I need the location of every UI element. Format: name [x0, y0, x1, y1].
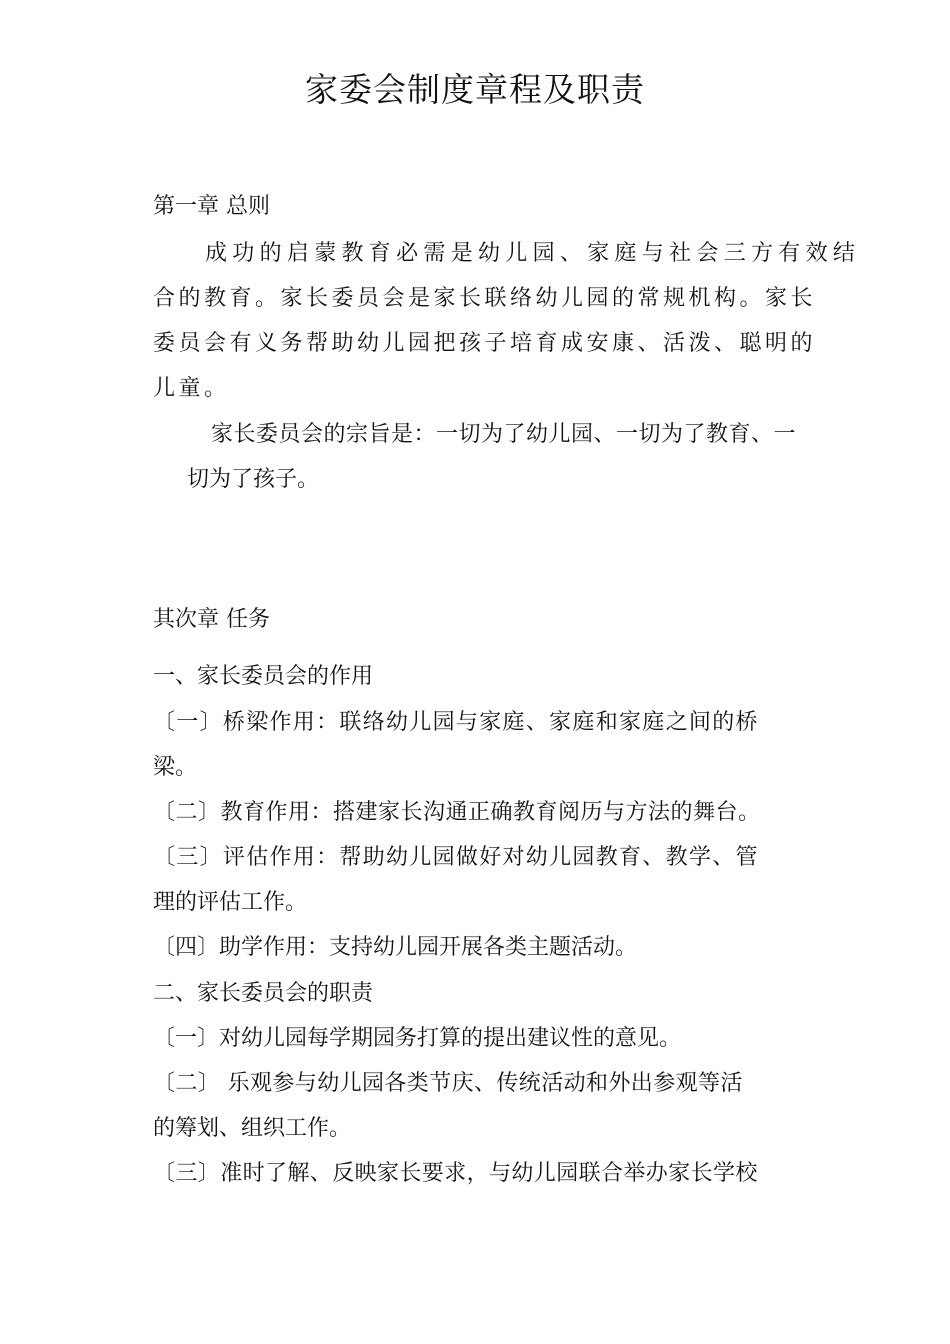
section-1-heading: 一、家长委员会的作用 — [153, 664, 374, 689]
chapter-1-heading: 第一章 总则 — [153, 194, 270, 219]
section-1-item-4: 〔四〕助学作用：支持幼儿园开展各类主题活动。 — [153, 935, 638, 960]
section-1-item-3-line-2: 理的评估工作。 — [153, 890, 308, 915]
chapter-1-para-2-line-2: 切为了孩子。 — [187, 467, 320, 492]
chapter-2-heading: 其次章 任务 — [153, 607, 270, 632]
page-title: 家委会制度章程及职责 — [305, 70, 645, 109]
section-1-item-2: 〔二〕教育作用：搭建家长沟通正确教育阅历与方法的舞台。 — [153, 800, 761, 825]
chapter-1-para-1-line-1: 成功的启蒙教育必需是幼儿园、家庭与社会三方有效结 — [205, 241, 861, 266]
chapter-1-para-1-line-3: 委员会有义务帮助幼儿园把孩子培育成安康、活泼、聪明的 — [153, 331, 817, 356]
chapter-1-para-1-line-4: 儿童。 — [153, 376, 230, 401]
section-1-item-1-line-1: 〔一〕桥梁作用：联络幼儿园与家庭、家庭和家庭之间的桥 — [153, 710, 759, 735]
section-1-item-3-line-1: 〔三〕评估作用：帮助幼儿园做好对幼儿园教育、教学、管 — [153, 845, 759, 870]
section-2-heading: 二、家长委员会的职责 — [153, 981, 374, 1006]
section-1-item-1-line-2: 梁。 — [153, 755, 198, 780]
chapter-1-para-1-line-2: 合的教育。家长委员会是家长联络幼儿园的常规机构。家长 — [153, 286, 817, 311]
section-2-item-3-line-1: 〔三〕准时了解、反映家长要求，与幼儿园联合举办家长学校 — [153, 1161, 758, 1186]
chapter-1-para-2-line-1: 家长委员会的宗旨是：一切为了幼儿园、一切为了教育、一 — [211, 422, 797, 447]
section-2-item-2-line-2: 的筹划、组织工作。 — [153, 1116, 352, 1141]
section-2-item-2-line-1: 〔二〕 乐观参与幼儿园各类节庆、传统活动和外出参观等活 — [153, 1071, 743, 1096]
section-2-item-1: 〔一〕对幼儿园每学期园务打算的提出建议性的意见。 — [153, 1026, 682, 1051]
